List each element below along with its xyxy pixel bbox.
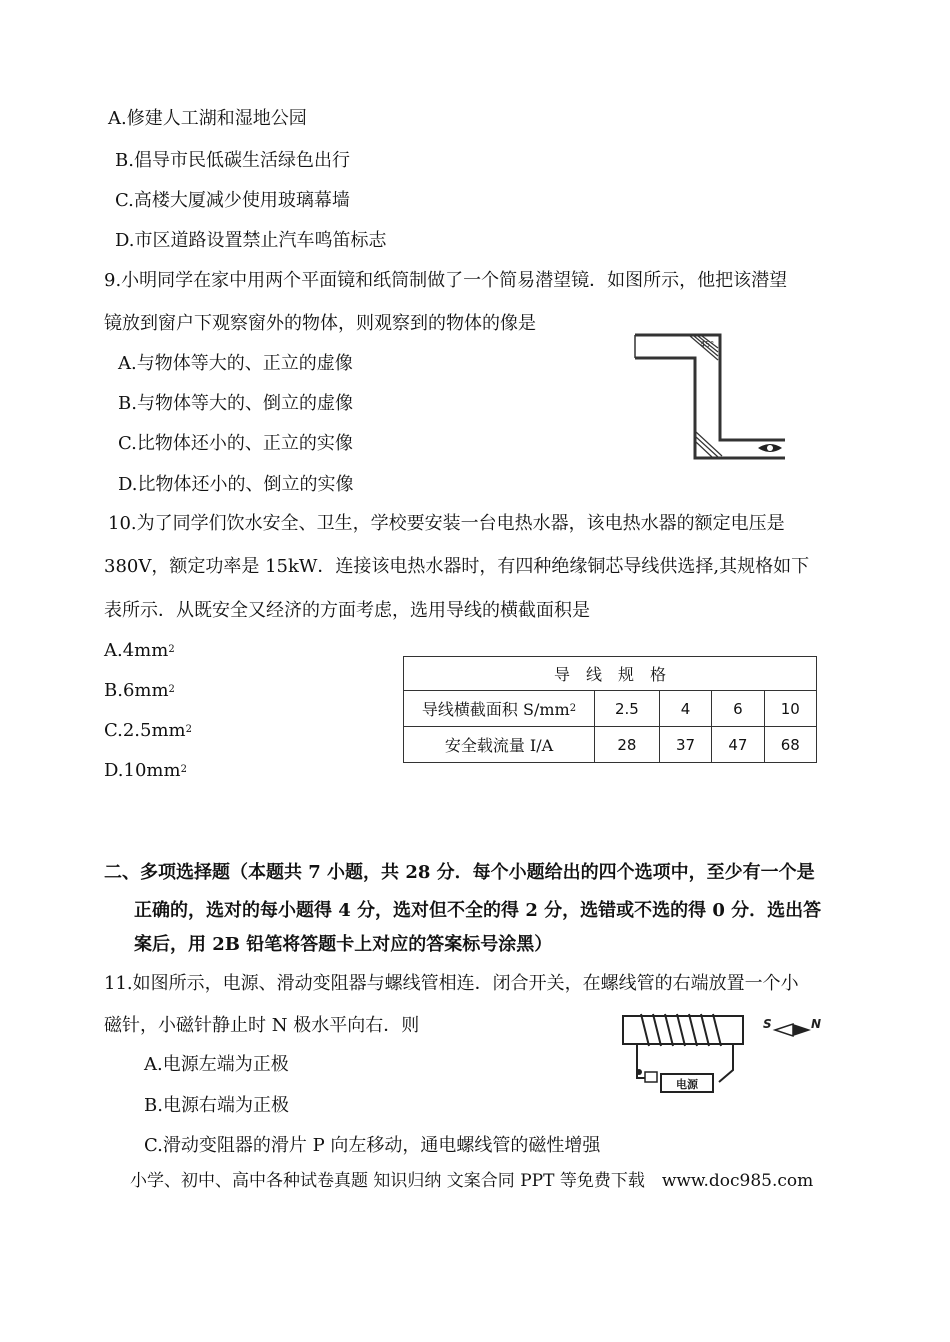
- q10-option-a: $A.4mm^2$: [104, 640, 175, 661]
- q9-option-d: D.比物体还小的、倒立的实像: [118, 474, 354, 495]
- rheostat: [645, 1072, 657, 1082]
- q8-option-a: A.修建人工湖和湿地公园: [108, 108, 307, 129]
- n-pole-label: N: [811, 1017, 822, 1031]
- q9-stem-line1: 9.小明同学在家中用两个平面镜和纸筒制做了一个简易潜望镜．如图所示，他把该潜望: [104, 270, 788, 291]
- table-cell: 10: [764, 691, 816, 727]
- q11-option-a: A.电源左端为正极: [144, 1054, 289, 1075]
- q10-stem-line2: 380V，额定功率是 15kW．连接该电热水器时，有四种绝缘铜芯导线供选择,其规格如下: [104, 556, 810, 577]
- periscope-figure: [630, 330, 790, 465]
- q9-option-c: C.比物体还小的、正立的实像: [118, 433, 353, 454]
- row-label-current: 安全载流量 I/A: [404, 727, 595, 763]
- q11-stem-line2: 磁针，小磁针静止时 N 极水平向右．则: [104, 1015, 420, 1036]
- section2-heading-line1: 二、多项选择题（本题共 7 小题，共 28 分．每个小题给出的四个选项中，至少有一个是: [104, 862, 815, 883]
- table-cell: 47: [712, 727, 764, 763]
- table-title: 导 线 规 格: [404, 657, 817, 691]
- q9-option-a: A.与物体等大的、正立的虚像: [118, 353, 353, 374]
- q11-option-b: B.电源右端为正极: [144, 1095, 289, 1116]
- coil: [641, 1014, 721, 1046]
- table-row: [404, 727, 817, 763]
- s-pole-label: S: [763, 1017, 772, 1031]
- q11-stem-line1: 11.如图所示，电源、滑动变阻器与螺线管相连．闭合开关，在螺线管的右端放置一个小: [104, 973, 799, 994]
- table-cell: 4: [659, 691, 711, 727]
- eye-icon: [758, 444, 782, 452]
- footer-text: 小学、初中、高中各种试卷真题 知识归纳 文案合同 PPT 等免费下载 www.doc985.com: [130, 1171, 814, 1191]
- q10-stem-line3: 表所示．从既安全又经济的方面考虑，选用导线的横截面积是: [104, 600, 590, 621]
- table-cell: 37: [659, 727, 711, 763]
- compass-needle-icon: [775, 1024, 811, 1036]
- angle-label: 45°: [700, 340, 715, 349]
- q11-option-c: C.滑动变阻器的滑片 P 向左移动，通电螺线管的磁性增强: [144, 1135, 601, 1156]
- q8-option-c: C.高楼大厦减少使用玻璃幕墙: [115, 190, 350, 211]
- table-cell: 2.5: [595, 691, 660, 727]
- section2-heading-line2: 正确的，选对的每小题得 4 分，选对但不全的得 2 分，选错或不选的得 0 分．选出答: [134, 900, 822, 921]
- table-cell: 68: [764, 727, 816, 763]
- solenoid-circuit-figure: [615, 1008, 825, 1100]
- section2-heading-line3: 案后，用 2B 铅笔将答题卡上对应的答案标号涂黑）: [134, 934, 553, 955]
- row-label-area: 导线横截面积 $S/mm^2$: [404, 691, 595, 727]
- power-label: 电源: [676, 1078, 698, 1091]
- q9-option-b: B.与物体等大的、倒立的虚像: [118, 393, 353, 414]
- q10-option-b: $B.6mm^2$: [104, 680, 175, 701]
- q8-option-d: D.市区道路设置禁止汽车鸣笛标志: [115, 230, 387, 251]
- q10-stem-line1: 10.为了同学们饮水安全、卫生，学校要安装一台电热水器，该电热水器的额定电压是: [108, 513, 785, 534]
- q10-option-c: $C.2.5mm^2$: [104, 720, 192, 741]
- table-cell: 28: [595, 727, 660, 763]
- table-row: [404, 691, 817, 727]
- wire-spec-table: [403, 656, 817, 763]
- q8-option-b: B.倡导市民低碳生活绿色出行: [115, 150, 350, 171]
- q9-stem-line2: 镜放到窗户下观察窗外的物体，则观察到的物体的像是: [104, 313, 536, 334]
- q10-option-d: $D.10mm^2$: [104, 760, 187, 781]
- table-cell: 6: [712, 691, 764, 727]
